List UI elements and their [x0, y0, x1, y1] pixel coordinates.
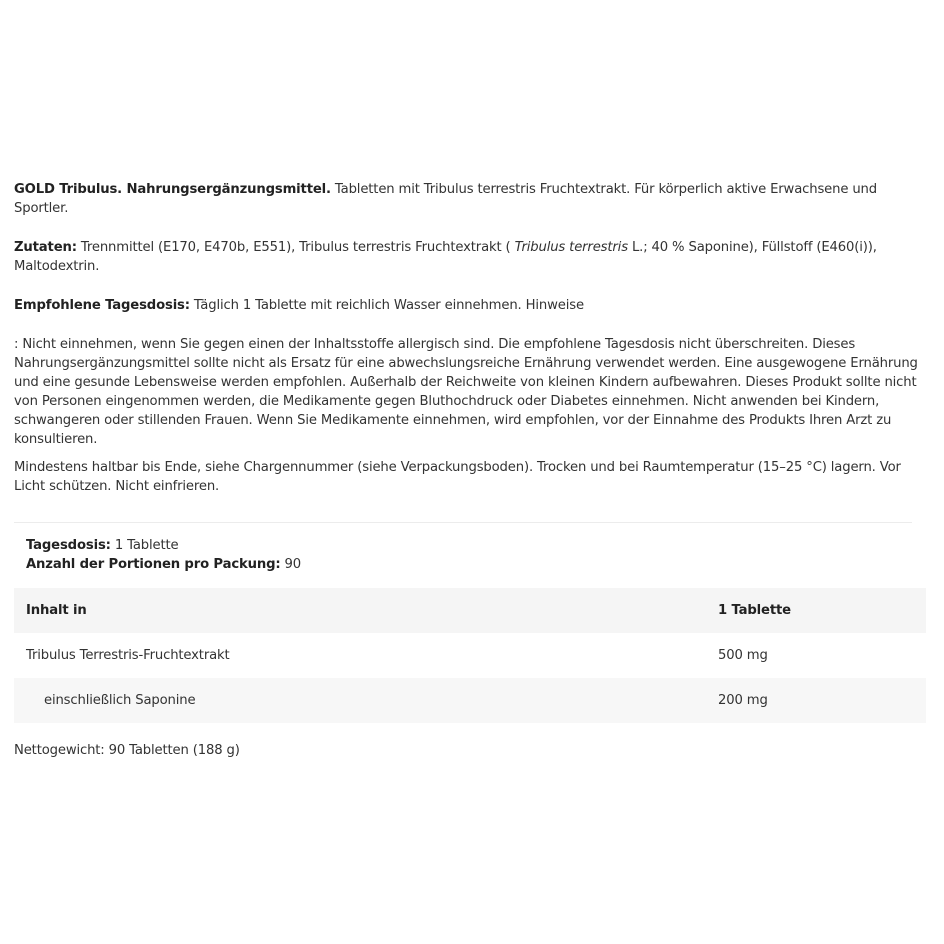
table-row [14, 678, 926, 723]
warnings-paragraph: : Nicht einnehmen, wenn Sie gegen einen der Inhaltsstoffe allergisch sind. Die empfohlene Tagesdosis nicht überschreiten. Dieses Nahrungsergänzungsmittel sollte nicht als Ersatz für eine abwechslungsreiche Ernährung verwendet werden. Eine ausgewogene Ernährung und eine gesunde Lebensweise werden empfohlen. Außerhalb der Reichweite von kleinen Kindern aufbewahren. Dieses Produkt sollte nicht von Personen eingenommen werden, die Medikamente gegen Bluthochdruck oder Diabetes einnehmen. Nicht anwenden bei Kindern, schwangeren oder stillenden Frauen. Wenn Sie Medikamente einnehmen, wird empfohlen, vor der Einnahme des Produkts Ihren Arzt zu konsultieren. [14, 337, 918, 447]
table-cell-value: 500 mg [718, 648, 768, 663]
table-cell-value: 200 mg [718, 693, 768, 708]
storage-paragraph: Mindestens haltbar bis Ende, siehe Chargennummer (siehe Verpackungsboden). Trocken und bei Raumtemperatur (15–25 °C) lagern. Vor Licht schützen. Nicht einfrieren. [14, 460, 901, 494]
table-cell-name: Tribulus Terrestris-Fruchtextrakt [26, 648, 230, 663]
ingredients-label: Zutaten: [14, 240, 77, 255]
servings-per-pack-label: Anzahl der Portionen pro Packung: [26, 557, 281, 572]
product-description [14, 180, 926, 496]
daily-dose-line [26, 536, 301, 555]
table-header-value: 1 Tablette [718, 603, 791, 618]
recommended-dose-text: Täglich 1 Tablette mit reichlich Wasser einnehmen. Hinweise [189, 298, 584, 313]
net-weight: Nettogewicht: 90 Tabletten (188 g) [14, 743, 240, 758]
table-header-name: Inhalt in [26, 603, 87, 618]
servings-per-pack-line [26, 555, 301, 574]
ingredients-latin-name: Tribulus terrestris [514, 240, 628, 255]
ingredients-paragraph [14, 238, 926, 276]
servings-per-pack-value: 90 [280, 557, 302, 572]
ingredients-text-before: Trennmittel (E170, E470b, E551), Tribulus terrestris Fruchtextrakt ( [76, 240, 515, 255]
nutrition-table [14, 588, 926, 723]
table-row [14, 633, 926, 678]
serving-info [26, 536, 301, 574]
section-divider [14, 522, 912, 523]
intro-text: Tabletten mit Tribulus terrestris Fruchtextrakt. Für körperlich aktive Erwachsene und Sportler. [14, 182, 877, 216]
table-header-row [14, 588, 926, 633]
daily-dose-value: 1 Tablette [110, 538, 179, 553]
recommended-dose-label: Empfohlene Tagesdosis: [14, 298, 190, 313]
intro-paragraph [14, 180, 926, 218]
table-cell-name: einschließlich Saponine [44, 693, 196, 708]
recommended-dose-paragraph [14, 296, 926, 315]
daily-dose-label: Tagesdosis: [26, 538, 111, 553]
product-name: GOLD Tribulus. Nahrungsergänzungsmittel. [14, 182, 331, 197]
ingredients-text-after: L.; 40 % Saponine), Füllstoff (E460(i)), Maltodextrin. [14, 240, 877, 274]
